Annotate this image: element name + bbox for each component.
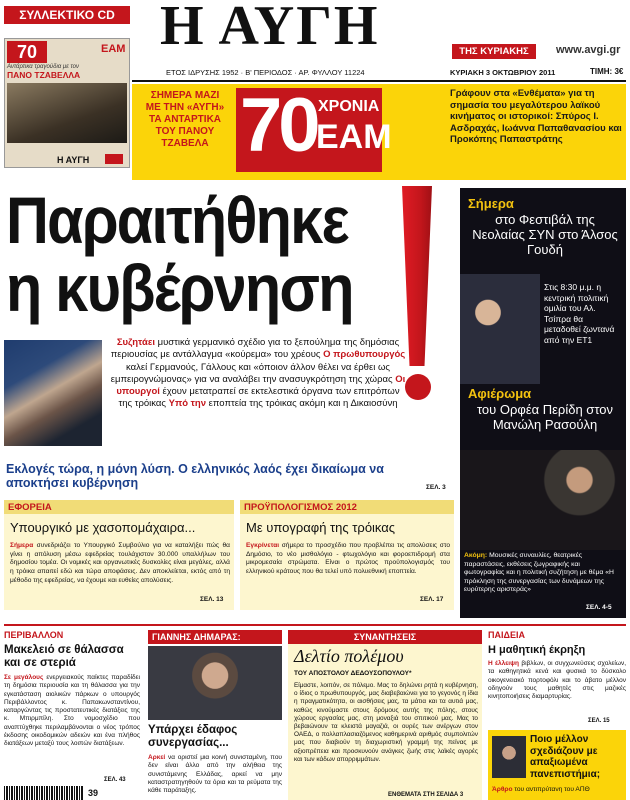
promo-word2: ΕΑΜ xyxy=(316,118,392,156)
exclamation-icon xyxy=(400,186,440,416)
promo-word1: ΧΡΟΝΙΑ xyxy=(318,98,380,115)
bottom-col-education xyxy=(488,630,626,800)
story-p2: καλεί Γερμανούς, Γάλλους και «όποιον άλλον θέλει να έρθει ως εμπειρογνώμονας» για να αναλάβει την ανασυγκρότηση της χώρας xyxy=(110,361,396,385)
cd-badge: ΣΥΛΛΕΚΤΙΚΟ CD xyxy=(4,6,130,24)
barcode-number: 39 xyxy=(88,788,99,798)
box-left-lead: Σήμερα xyxy=(10,542,34,549)
col4-box xyxy=(488,730,626,800)
lead-1: Συζητάει xyxy=(116,337,155,348)
box-left-section: ΕΦΟΡΕΙΑ xyxy=(8,502,52,513)
bottom-col-meetings xyxy=(288,630,482,800)
lead-3: Οι υπουργοί xyxy=(116,373,406,398)
col1-body xyxy=(4,674,140,749)
col4-box-lead: Άρθρο xyxy=(492,786,513,793)
col4-body xyxy=(488,660,626,701)
cd-author: ΠΑΝΟ ΤΖΑΒΕΛΛΑ xyxy=(7,70,81,80)
col2-title: Υπάρχει έδαφος συνεργασίας... xyxy=(148,724,238,749)
lead-2: Ο πρωθυπουργός xyxy=(323,349,406,361)
cd-flag-icon xyxy=(105,154,123,164)
col1-text: ενεργειακούς παίκτες παραδίδει τη δημόσια περιουσία και τη θάλασσα για την εγκατάσταση αιολικών πάρκων ο υπουργός Περιβάλλοντος κ. Παπακωνσταντίνου, καταργώντας τις προστατευτικές διατάξεις της κ. Μπιρμπίλη. Στο νομοσχέδιο που αναπτύχθηκε περιλαμβάνονται ο νέος τρόπος έκδοσης οικοδομικών αδειών και ένα πλήθος διατάξεων μεταξύ τους λοιπών διατάξεων. xyxy=(4,674,140,748)
cd-line1: 70 xyxy=(7,41,47,63)
col4-box-text: του αντιπρύτανη του ΑΠΘ xyxy=(512,786,590,793)
box-efedreia xyxy=(4,500,234,610)
masthead-info: ΕΤΟΣ ΙΔΡΥΣΗΣ 1952 · Β' ΠΕΡΙΟΔΟΣ · ΑΡ. ΦΥΛΛΟΥ 11224 xyxy=(166,68,365,77)
col1-title: Μακελειό σε θάλασσα και σε στεριά xyxy=(4,644,124,669)
main-subline: Εκλογές τώρα, η μόνη λύση. Ο ελληνικός λαός έχει δικαίωμα να αποκτήσει κυβέρνηση xyxy=(6,462,384,490)
col1-page: ΣΕΛ. 43 xyxy=(104,777,126,783)
box-left-body xyxy=(10,542,230,586)
masthead-title: Η ΑΥΓΗ xyxy=(160,0,380,57)
headline-line2: η κυβέρνηση xyxy=(6,251,353,325)
main-headline xyxy=(6,183,456,338)
col4-text: βιβλίων, οι συγχωνεύσεις σχολείων, τα καθηγητικά κενά και φυσικά το δύσκολο οικογενειακό πορτοφόλι και το άβατο μέλλον οδηγούν τους μαθητές στις μαζικές κινητοποιήσεις διαμαρτυρίας. xyxy=(488,660,627,701)
col2-section: ΓΙΑΝΝΗΣ ΔΗΜΑΡΑΣ: xyxy=(152,632,241,642)
box-right-title: Με υπογραφή της τρόικας xyxy=(246,520,396,535)
bottom-divider xyxy=(4,624,626,626)
promo-70-block xyxy=(236,83,392,172)
col3-text: Είμαστε, λοιπόν, σε πόλεμο. Μας το δηλώνει ρητά η κυβέρνηση, ο ίδιος ο πρωθυπουργός, μας διαβεβαιώνει για το γεγονός η ίδια η πραγματικότητα, οι αισθήσεις μας, τα μάτια και τα αυτιά μας, καθώς κινούμαστε στους δρόμους αυτής της πόλης, στους χώρους εργασίας μας, στη μοναξιά του σπιτικού μας. Μας το βεβαιώνουν τα κλειστά μαγαζιά, οι ουρές των ανέργων στον ΟΑΕΔ, ο πολλαπλασιαζόμενος καθημερινά αριθμός συμπολιτών μας που διαβιούν τη διαχωριστική γραμμή της πείνας με αξιοπρέπεια και προσκυνούν ανάγκες ζωής στις λαϊκές αγορές και των κάδων απορριμμάτων. xyxy=(294,682,478,763)
box-right-section: ΠΡΟΫΠΟΛΟΓΙΣΜΟΣ 2012 xyxy=(244,502,357,513)
speaker-caption: Στις 8:30 μ.μ. η κεντρική πολιτική ομιλία του Αλ. Τσίπρα θα μεταδοθεί ζωντανά από την ΕΤ1 xyxy=(544,282,615,345)
promo-big-number: 70 xyxy=(240,83,317,168)
promo-right-text: Γράφουν στα «Ενθέματα» για τη σημασία του μεγαλύτερου λαϊκού κινήματος οι ιστορικοί: Σπύρος Ι. Ασδραχάς, Ιωάννα Παπαθανασίου και Προκόπης Παπαστράτης xyxy=(450,88,622,145)
box-left-text: συνεδριάζει το Υπουργικό Συμβούλιο για να καταλήξει πώς θα γίνει η απόλυση μέσω εφεδρείας τουλάχιστον 30.000 υπαλλήλων του δημοσίου τομέα. Οι νομικές και οργανωτικές δυσκολίες είναι μεγάλες, αλλά η τρόικα απαιτεί εδώ και τώρα αποφάσεις. Δεν αποκλείεται, εκτός από τη μέθοδο της εφεδρείας, να έχουμε και ευθείες απολύσεις. xyxy=(10,542,230,584)
col4-section: ΠΑΙΔΕΙΑ xyxy=(488,630,525,640)
masthead-price: ΤΙΜΗ: 3€ xyxy=(590,67,624,76)
promo-left-text: ΣΗΜΕΡΑ ΜΑΖΙ ΜΕ ΤΗΝ «ΑΥΓΗ» ΤΑ ΑΝΤΑΡΤΙΚΑ ΤΟΥ ΠΑΝΟΥ ΤΖΑΒΕΛΑ xyxy=(145,90,225,149)
col4-title: Η μαθητική έκρηξη xyxy=(488,644,586,656)
main-story-text xyxy=(110,337,406,411)
lead-4: Υπό την xyxy=(168,398,206,410)
prime-minister-photo xyxy=(4,340,102,446)
cd-subtitle: Αντάρτικα τραγούδια με τον xyxy=(7,64,79,70)
story-p4: εποπτεία της τρόικας ακόμη και η Δικαιοσύνη xyxy=(206,398,398,410)
sidebar-also xyxy=(464,552,622,595)
cd-footer: Η ΑΥΓΗ xyxy=(57,155,90,165)
main-page-ref: ΣΕΛ. 3 xyxy=(426,484,446,491)
col4-box-title: Ποιο μέλλον σχεδιάζουν με απαξιωμένα πανεπιστήμια; xyxy=(530,734,601,780)
cd-line2: ΕΑΜ xyxy=(101,43,126,55)
col4-lead: Η έλλειψη xyxy=(488,660,519,667)
promo-band xyxy=(132,84,626,180)
headline-line1: Παραιτήθηκε xyxy=(6,183,348,257)
cd-cover xyxy=(4,38,130,168)
also-lead: Ακόμη: xyxy=(464,552,488,559)
col1-section: ΠΕΡΙΒΑΛΛΟΝ xyxy=(4,630,64,640)
col1-lead: Σε μεγάλους xyxy=(4,674,44,681)
col3-title: Δελτίο πολέμου xyxy=(294,646,404,666)
today-label: Σήμερα xyxy=(468,196,514,211)
box-right-body xyxy=(246,542,450,577)
box-right-text: σήμερα το προσχέδιο που προβλέπει τις απολύσεις στο Δημόσιο, το νέο μισθολόγιο - φτωχολόγιο και φοροεπιδρομή στα μικρομεσαία στρώματα. Είναι ο πρώτος προϋπολογισμός του ελληνικού κράτους που θα τελεί υπό πολυεθνική εποπτεία. xyxy=(246,542,450,576)
also-text: Μουσικές συναυλίες, θεατρικές παραστάσεις, εκθέσεις ζωγραφικής και φωτογραφίας και η πολιτική συζήτηση με θέμα «Η πρόκληση της συνεργασίας των δυνάμεων της ευρύτερης αριστεράς» xyxy=(464,552,614,593)
divider xyxy=(132,80,626,82)
today-text: στο Φεστιβάλ της Νεολαίας ΣΥΝ στο Άλσος Γουδή xyxy=(472,212,618,257)
festival-sidebar xyxy=(460,188,626,618)
col4-box-body xyxy=(492,786,624,793)
bottom-col-environment xyxy=(4,630,142,800)
tribute-label: Αφιέρωμα xyxy=(468,386,532,401)
dimaras-photo xyxy=(148,646,282,720)
col2-text: να οριστεί μια κοινή συνισταμένη, που δεν είναι άλλο από την αλήθεια της συνιστάμενης Ελλάδας, αρκεί να μην καταστρατηγηθούν τα όρια και τα ρεύματα της κάθε παράταξης. xyxy=(148,754,282,795)
cd-photo xyxy=(7,83,127,143)
box-right-page: ΣΕΛ. 17 xyxy=(420,596,444,603)
bottom-col-dimaras xyxy=(148,630,282,800)
barcode-icon xyxy=(4,786,84,800)
col3-author: ΤΟΥ ΑΠΟΣΤΟΛΟΥ ΔΕΔΟΥΣΟΠΟΥΛΟΥ* xyxy=(294,670,412,677)
col3-page: ΕΝΘΕΜΑΤΑ ΣΤΗ ΣΕΛΙΔΑ 3 xyxy=(388,792,464,798)
col2-lead: Αρκεί xyxy=(148,754,166,761)
sidebar-page-ref: ΣΕΛ. 4-5 xyxy=(586,604,612,611)
masthead-edition: ΤΗΣ ΚΥΡΙΑΚΗΣ xyxy=(452,44,536,59)
box-budget xyxy=(240,500,454,610)
professor-photo xyxy=(492,736,526,778)
story-p1: μυστικά γερμανικό σχέδιο για το ξεπούλημα της δημόσιας περιουσίας με αντάλλαγμα «κούρεμα» του χρέους xyxy=(110,337,400,361)
singer-photo xyxy=(460,450,626,550)
website-link[interactable]: www.avgi.gr xyxy=(556,44,621,56)
box-left-title: Υπουργικό με χασοπομάχαιρα... xyxy=(10,520,196,535)
col2-body xyxy=(148,754,282,795)
col4-page: ΣΕΛ. 15 xyxy=(588,718,610,724)
col3-section: ΣΥΝΑΝΤΗΣΕΙΣ xyxy=(353,632,417,642)
speaker-photo xyxy=(460,274,540,384)
box-right-lead: Εγκρίνεται xyxy=(246,542,280,549)
box-left-page: ΣΕΛ. 13 xyxy=(200,596,224,603)
masthead-date: ΚΥΡΙΑΚΗ 3 ΟΚΤΩΒΡΙΟΥ 2011 xyxy=(450,68,556,77)
tribute-text: του Ορφέα Περίδη στον Μανώλη Ρασούλη xyxy=(476,402,613,432)
story-p3: έχουν μετατραπεί σε εκτελεστικά όργανα των επιτρόπων της τρόικας xyxy=(118,386,400,410)
